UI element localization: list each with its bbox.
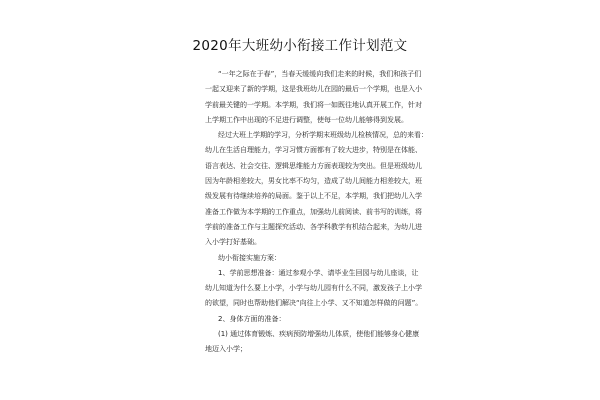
paragraph-line: 经过大班上学期的学习，分析学期末班级幼儿检核情况，总的来看： — [218, 131, 428, 140]
paragraph-line: “一年之际在于春”，当春天缓缓向我们走来的时候，我们和孩子们 — [218, 70, 422, 78]
paragraph-line: 地迈入小学； — [205, 345, 247, 354]
paragraph-line: 上学期工作中出现的不足进行调整，使每一位幼儿能够得到发展。 — [205, 115, 408, 124]
document-body — [205, 67, 428, 358]
paragraph-line: 入小学打好基础。 — [205, 238, 261, 247]
paragraph-line: 一起又迎来了新的学期，这是我班幼儿在园的最后一个学期，也是入小 — [205, 85, 422, 94]
section-heading: 幼小衔接实施方案： — [218, 253, 281, 262]
paragraph-line: 幼儿在生活自理能力，学习习惯方面都有了较大进步，特别是在体能、 — [205, 146, 422, 155]
paragraph-line: 学前最关键的一学期。本学期，我们将一如既往地认真开展工作，针对 — [205, 100, 422, 109]
paragraph-line: 级发展有待继续培养的局面。鉴于以上不足，本学期，我们把幼儿入学 — [205, 192, 422, 201]
document-title: 2020年大班幼小衔接工作计划范文 — [192, 38, 408, 54]
paragraph-line: 1、学前思想准备：通过参观小学、请毕业生回园与幼儿座谈，让 — [218, 268, 419, 277]
paragraph-line: 准备工作做为本学期的工作重点，加强幼儿前阅读、前书写的训练，将 — [205, 207, 422, 216]
subsection-heading: 2、身体方面的准备： — [218, 314, 286, 323]
paragraph-line: (1) 通过体育锻炼、疾病预防增强幼儿体质，使他们能够身心健康 — [218, 330, 420, 339]
paragraph-line: 幼儿知道为什么要上小学，小学与幼儿园有什么不同，激发孩子上小学 — [205, 284, 422, 293]
paragraph-line: 的欲望，同时也帮助他们解决“向往上小学、又不知道怎样做的问题”。 — [205, 299, 423, 308]
paragraph-line: 因为年龄相差较大，男女比率不均匀，造成了幼儿间能力相差较大，班 — [205, 177, 422, 186]
paragraph-line: 语言表达、社会交往、逻辑思维能力方面表现较为突出。但是班级幼儿 — [205, 161, 422, 170]
paragraph-line: 学前的准备工作与主题探究活动、各学科教学有机结合起来，为幼儿进 — [205, 222, 422, 231]
